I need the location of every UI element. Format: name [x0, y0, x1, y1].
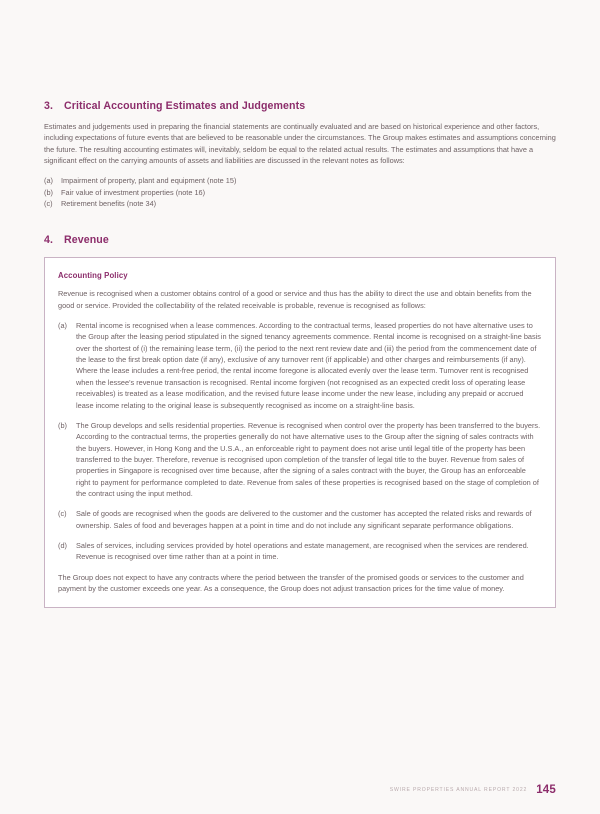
list-item-text: Impairment of property, plant and equipment (note 15)	[61, 176, 237, 186]
accounting-policy-lead-paragraph: Revenue is recognised when a customer obtains control of a good or service and thus has the ability to direct the use and obtain benefits from the good or service. Provided the collectability of the related receivable is probable, revenue is recognised as follows:	[58, 289, 532, 310]
list-item-text: The Group develops and sells residential properties. Revenue is recognised when control over the property has been transferred to the buyers. According to the contractual terms, the properties generally do not have alternative uses to the Group after the signing of sales contracts with the buyers. However, in Hong Kong and the U.S.A., an enforceable right to payment does not arise until legal title of the property has been transferred to the buyer. Therefore, revenue is recognised upon completion of the transfer of legal title to the buyer. Revenue from sales of properties in Singapore is recognised over time because, after the signing of a sales contract with the buyer, the Group has an enforceable right to payment for performance completed to date. Revenue from sales of these properties is recognised based on the stage of completion of the contract using the input method.	[76, 420, 541, 498]
page-footer	[0, 784, 556, 796]
list-item-text: Retirement benefits (note 34)	[61, 199, 157, 209]
critical-estimates-intro-paragraph: Estimates and judgements used in preparing the financial statements are continually evaluated and are based on historical experience and other factors, including expectations of future events that are believed to be reasonable under the circumstances. The Group makes estimates and assumptions concerning the future. The resulting accounting estimates will, inevitably, seldom be equal to the related actual results. The estimates and assumptions that have a significant effect on the carrying amounts of assets and liabilities are discussed in the relevant notes as follows:	[44, 122, 556, 166]
list-item	[58, 420, 541, 499]
accounting-policy-title: Accounting Policy	[58, 271, 128, 281]
page-content	[44, 100, 556, 608]
list-item	[58, 320, 541, 411]
list-item-marker: (a)	[58, 321, 67, 331]
section-title: Revenue	[64, 234, 109, 247]
list-item	[44, 198, 556, 209]
footer-page-number: 145	[536, 784, 556, 796]
section-heading-revenue	[44, 234, 556, 246]
footer-report-label: SWIRE PROPERTIES ANNUAL REPORT 2022	[389, 787, 528, 793]
critical-estimates-list	[44, 175, 556, 209]
list-item	[44, 175, 556, 186]
section-title: Critical Accounting Estimates and Judgements	[64, 100, 306, 112]
list-item-text: Sales of services, including services provided by hotel operations and estate management, are recognised when the services are rendered. Revenue is recognised over time rather than at a point in time.	[76, 540, 529, 562]
list-item-marker: (c)	[44, 199, 53, 209]
list-item-text: Sale of goods are recognised when the goods are delivered to the customer and the customer has accepted the related risks and rewards of ownership. Sales of food and beverages happen at a point in time and do not include any significant separate performance obligations.	[76, 509, 532, 530]
list-item	[58, 540, 541, 563]
list-item-marker: (b)	[58, 420, 67, 430]
section-number: 4.	[44, 234, 54, 247]
section-heading-critical-estimates	[44, 100, 556, 112]
section-number: 3.	[44, 100, 54, 112]
list-item	[44, 187, 556, 198]
accounting-policy-list	[58, 320, 541, 563]
list-item-marker: (a)	[44, 176, 53, 186]
list-item-text: Rental income is recognised when a lease commences. According to the contractual terms, leased properties do not have alternative uses to the Group after the leasing period stipulated in the signed tenancy agreements commence. Rental income is recognised on a straight-line basis over the shortest of (i) the remaining lease term, (ii) the period to the next rent review date and (iii) the period from the commencement date of the lease to the first break option date (if any), exclusive of any turnover rent (if applicable) and other charges and reimbursements (if any). Where the lease includes a rent-free period, the rental income foregone is allocated evenly over the lease term. Turnover rent is recognised when the lessee's revenue transaction is recognised. Rental income forgiven (not recognised as an expected credit loss of operating lease receivables) is treated as a lease modification, and the revised future lease income under the new lease, including any prepaid or accrued lease income relating to the original lease is subsequently recognised as income on a straight-line basis.	[76, 321, 541, 410]
accounting-policy-box	[44, 257, 556, 608]
list-item-marker: (c)	[58, 509, 67, 519]
accounting-policy-closing-paragraph: The Group does not expect to have any contracts where the period between the transfer of the promised goods or services to the customer and payment by the customer exceeds one year. As a consequence, the Group does not adjust transaction prices for the time value of money.	[58, 572, 524, 593]
list-item-text: Fair value of investment properties (note 16)	[61, 187, 206, 197]
list-item	[58, 508, 541, 531]
list-item-marker: (b)	[44, 187, 53, 197]
list-item-marker: (d)	[58, 540, 67, 550]
